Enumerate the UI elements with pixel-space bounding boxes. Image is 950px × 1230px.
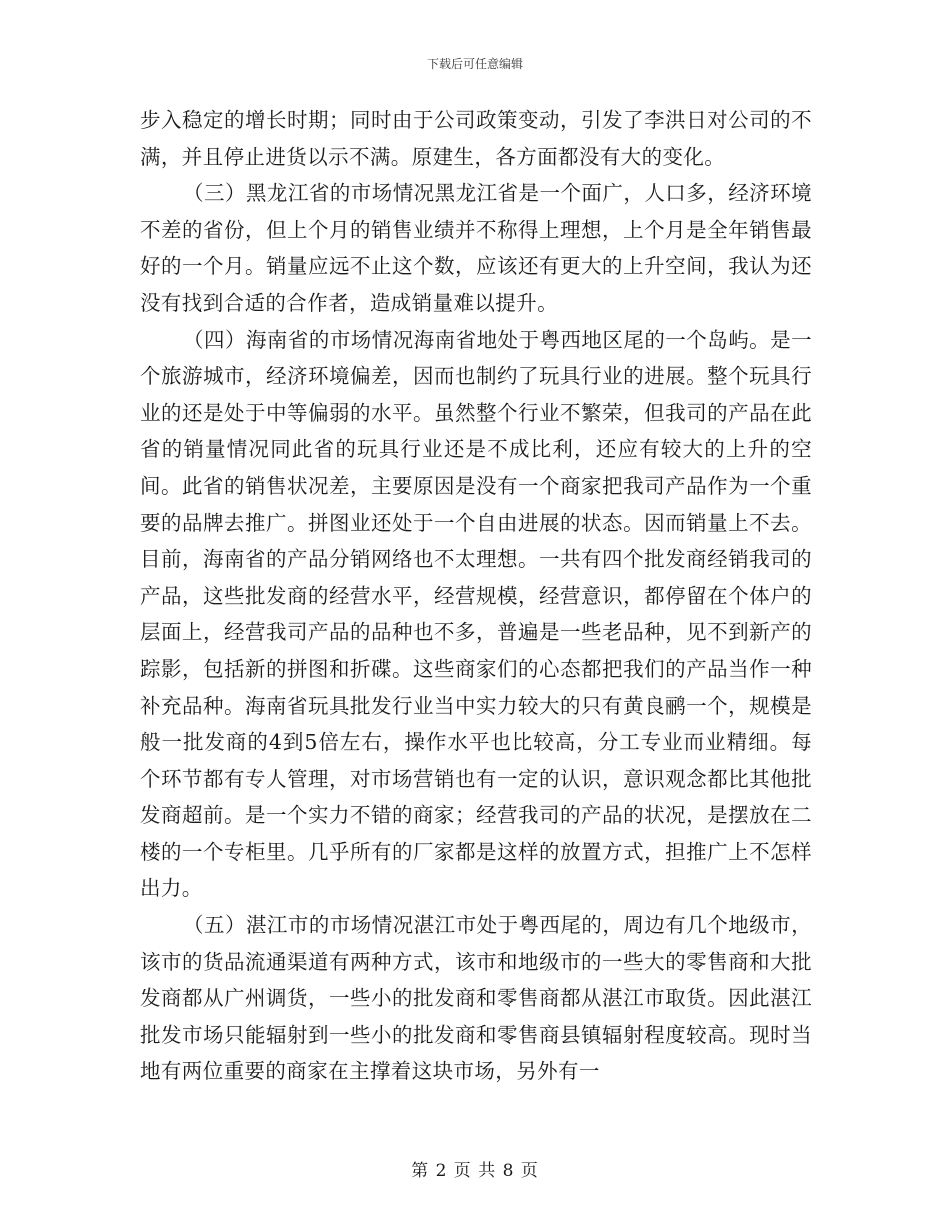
page-number-suffix: 页 (520, 1161, 539, 1181)
page-header (0, 55, 950, 72)
paragraph-heilongjiang: （三）黑龙江省的市场情况黑龙江省是一个面广，人口多，经济环境不差的省份，但上个月的销售业绩并不称得上理想，上个月是全年销售最好的一个月。销量应远不止这个数，应该还有更大的上升空间，我认为还没有找到合适的合作者，造成销量难以提升。 (140, 181, 812, 315)
paragraph-hainan: （四）海南省的市场情况海南省地处于粤西地区尾的一个岛屿。是一个旅游城市，经济环境偏差，因而也制约了玩具行业的进展。整个玩具行业的还是处于中等偏弱的水平。虽然整个行业不繁荣，但我司的产品在此省的销量情况同此省的玩具行业还是不成比利，还应有较大的上升的空间。此省的销售状况差，主要原因是没有一个商家把我司产品作为一个重要的品牌去推广。拼图业还处于一个自由进展的状态。因而销量上不去。目前，海南省的产品分销网络也不太理想。一共有四个批发商经销我司的产品，这些批发商的经营水平，经营规模，经营意识，都停留在个体户的层面上，经营我司产品的品种也不多，普遍是一些老品种，见不到新产的踪影，包括新的拼图和折碟。这些商家们的心态都把我们的产品当作一种补充品种。海南省玩具批发行业当中实力较大的只有黄良鹂一个，规模是般一批发商的4到5倍左右，操作水平也比较高，分工专业而业精细。每个环节都有专人管理，对市场营销也有一定的认识，意识观念都比其他批发商超前。是一个实力不错的商家；经营我司的产品的状况，是摆放在二楼的一个专柜里。几乎所有的厂家都是这样的放置方式，担推广上不怎样出力。 (140, 327, 812, 901)
page-number-total: 8 (502, 1161, 515, 1181)
page-number-current: 2 (435, 1161, 448, 1181)
paragraph-continuation: 步入稳定的增长时期；同时由于公司政策变动，引发了李洪日对公司的不满，并且停止进货以示不满。原建生，各方面都没有大的变化。 (140, 108, 812, 169)
page-footer (0, 1156, 950, 1181)
document-body (140, 102, 812, 1090)
page-number-middle: 页 共 (453, 1161, 497, 1181)
page-number-prefix: 第 (411, 1161, 430, 1181)
header-note: 下载后可任意编辑 (426, 57, 523, 71)
paragraph-zhanjiang: （五）湛江市的市场情况湛江市处于粤西尾的，周边有几个地级市，该市的货品流通渠道有两种方式，该市和地级市的一些大的零售商和大批发商都从广州调货，一些小的批发商和零售商都从湛江市取货。因此湛江批发市场只能辐射到一些小的批发商和零售商县镇辐射程度较高。现时当地有两位重要的商家在主撑着这块市场，另外有一 (140, 913, 812, 1084)
